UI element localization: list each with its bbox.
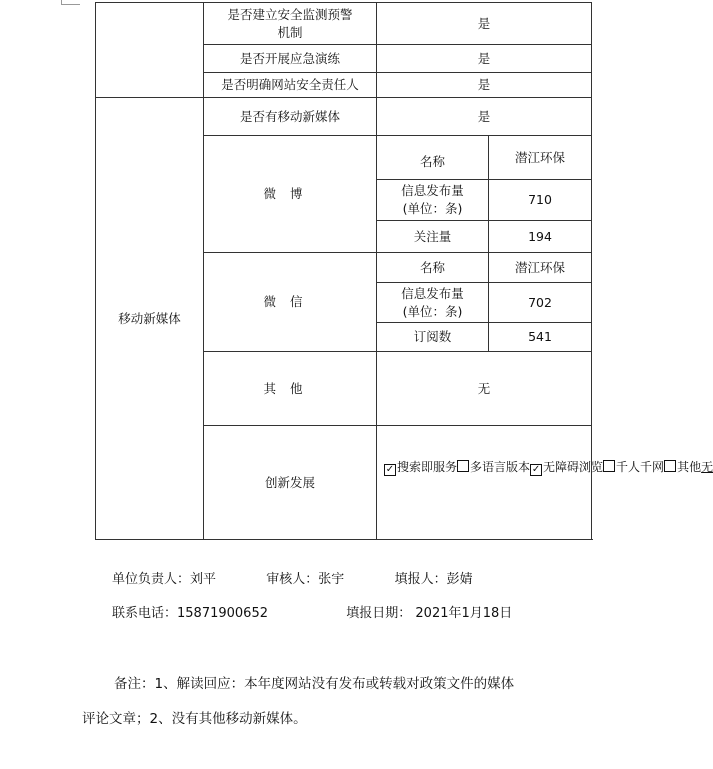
weibo-followers-value: 194 [489,221,592,253]
checkbox-empty-icon[interactable] [664,460,676,472]
footer-contact [112,602,512,621]
row-label-drill: 是否开展应急演练 [204,45,377,73]
weibo-name-value: 潜江环保 [489,136,592,180]
option-search-service[interactable]: ✓ 搜索即服务 [385,460,458,475]
option-other[interactable]: 其他 [664,460,701,474]
table-row-has-mobile [96,98,592,136]
option-personalized[interactable]: 千人千网 [603,460,664,474]
note-line-1: 备注：1、解读回应：本年度网站没有发布或转载对政策文件的媒体 [114,676,515,692]
reviewer: 审核人：张宇 [266,572,345,587]
wechat-posts-label-line1: 信息发布量 [401,285,464,301]
weibo-posts-label [377,180,489,221]
wechat-posts-label-line2: (单位：条) [402,303,463,319]
checkbox-checked-icon[interactable]: ✓ [531,464,541,475]
filler: 填报人：彭婧 [394,572,473,587]
blank-section-cell [96,3,204,98]
row-value-responsible: 是 [377,73,592,98]
note-line-2: 评论文章；2、没有其他移动新媒体。 [82,711,307,727]
report-table [95,2,713,540]
row-value-monitoring: 是 [377,3,592,45]
row-value-drill: 是 [377,45,592,73]
weibo-followers-label: 关注量 [377,221,489,253]
row-value-has-mobile: 是 [377,98,592,136]
weibo-posts-label-line1: 信息发布量 [401,183,464,198]
innovation-label: 创新发展 [204,426,377,540]
unit-head: 单位负责人：刘平 [112,572,217,587]
option-accessibility[interactable]: ✓ 无障碍浏览 [531,460,604,475]
page-corner-mark [61,0,80,5]
innovation-options [377,426,713,540]
option-multilingual[interactable]: 多语言版本 [457,460,530,474]
wechat-name-value: 潜江环保 [489,253,592,283]
row-label-has-mobile: 是否有移动新媒体 [204,98,377,136]
checkbox-empty-icon[interactable] [603,460,615,472]
weibo-label: 微博 [204,136,377,253]
row-label-responsible: 是否明确网站安全责任人 [204,73,377,98]
other-label: 其他 [204,352,377,426]
weibo-posts-label-line2: (单位：条) [402,201,463,216]
option-other-value: 无 [701,460,713,474]
other-value: 无 [377,352,592,426]
fill-date: 填报日期： 2021年1月18日 [346,606,513,621]
weibo-posts-value: 710 [489,180,592,221]
checkbox-checked-icon[interactable]: ✓ [385,464,395,475]
table-row-monitoring [96,3,592,45]
wechat-subscribers-value: 541 [489,323,592,352]
wechat-name-label: 名称 [377,253,489,283]
contact-phone: 联系电话：15871900652 [112,606,268,621]
wechat-label: 微信 [204,253,377,352]
checkbox-empty-icon[interactable] [457,460,469,472]
note-block [82,667,592,737]
row-label-monitoring: 是否建立安全监测预警机制 [204,3,377,45]
wechat-subscribers-label: 订阅数 [377,323,489,352]
mobile-section-label: 移动新媒体 [96,98,204,540]
weibo-name-label: 名称 [377,136,489,180]
footer-signatures [112,568,473,587]
wechat-posts-value: 702 [489,283,592,323]
wechat-posts-label [377,283,489,323]
